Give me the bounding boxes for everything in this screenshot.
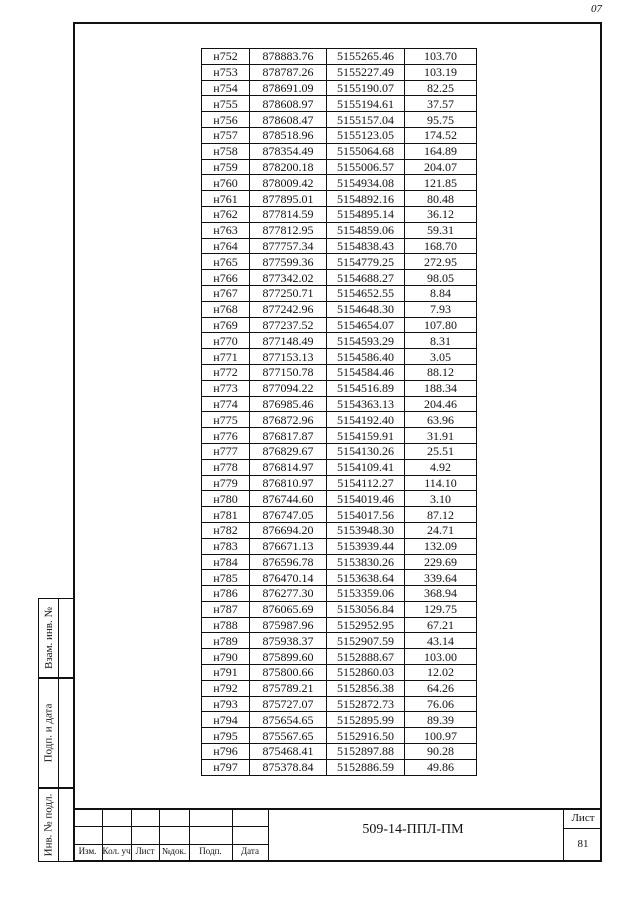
x-coordinate-cell: 875378.84 <box>250 759 327 775</box>
y-coordinate-cell: 5154654.07 <box>327 317 405 333</box>
y-coordinate-cell: 5152872.73 <box>327 696 405 712</box>
point-name-cell: н779 <box>202 475 250 491</box>
x-coordinate-cell: 877237.52 <box>250 317 327 333</box>
x-coordinate-cell: 877148.49 <box>250 333 327 349</box>
table-row <box>202 80 477 96</box>
x-coordinate-cell: 877150.78 <box>250 364 327 380</box>
y-coordinate-cell: 5154017.56 <box>327 507 405 523</box>
side-label-inv-podl: Инв. № подл. <box>42 793 55 857</box>
table-row <box>202 601 477 617</box>
y-coordinate-cell: 5154859.06 <box>327 222 405 238</box>
distance-cell: 188.34 <box>405 380 477 396</box>
header-list: Лист <box>135 846 155 856</box>
distance-cell: 98.05 <box>405 270 477 286</box>
table-row <box>202 459 477 475</box>
header-kol-uch: Кол. уч <box>102 846 131 856</box>
distance-cell: 114.10 <box>405 475 477 491</box>
header-ndok: №док. <box>161 846 187 856</box>
distance-cell: 132.09 <box>405 538 477 554</box>
x-coordinate-cell: 875987.96 <box>250 617 327 633</box>
header-izm: Изм. <box>78 846 97 856</box>
y-coordinate-cell: 5153939.44 <box>327 538 405 554</box>
point-name-cell: н781 <box>202 507 250 523</box>
y-coordinate-cell: 5154895.14 <box>327 206 405 222</box>
table-row <box>202 412 477 428</box>
table-row <box>202 744 477 760</box>
table-row <box>202 728 477 744</box>
x-coordinate-cell: 875938.37 <box>250 633 327 649</box>
y-coordinate-cell: 5153948.30 <box>327 522 405 538</box>
point-name-cell: н787 <box>202 601 250 617</box>
distance-cell: 37.57 <box>405 96 477 112</box>
y-coordinate-cell: 5153830.26 <box>327 554 405 570</box>
distance-cell: 204.07 <box>405 159 477 175</box>
x-coordinate-cell: 878518.96 <box>250 127 327 143</box>
point-name-cell: н778 <box>202 459 250 475</box>
table-row <box>202 538 477 554</box>
distance-cell: 89.39 <box>405 712 477 728</box>
distance-cell: 8.31 <box>405 333 477 349</box>
distance-cell: 129.75 <box>405 601 477 617</box>
distance-cell: 64.26 <box>405 680 477 696</box>
y-coordinate-cell: 5155064.68 <box>327 143 405 159</box>
point-name-cell: н762 <box>202 206 250 222</box>
y-coordinate-cell: 5152907.59 <box>327 633 405 649</box>
table-row <box>202 617 477 633</box>
point-name-cell: н785 <box>202 570 250 586</box>
table-row <box>202 317 477 333</box>
x-coordinate-cell: 878608.97 <box>250 96 327 112</box>
distance-cell: 82.25 <box>405 80 477 96</box>
distance-cell: 204.46 <box>405 396 477 412</box>
table-row <box>202 364 477 380</box>
y-coordinate-cell: 5155190.07 <box>327 80 405 96</box>
x-coordinate-cell: 877153.13 <box>250 349 327 365</box>
point-name-cell: н792 <box>202 680 250 696</box>
distance-cell: 103.19 <box>405 64 477 80</box>
x-coordinate-cell: 877599.36 <box>250 254 327 270</box>
table-row <box>202 206 477 222</box>
point-name-cell: н791 <box>202 665 250 681</box>
x-coordinate-cell: 875899.60 <box>250 649 327 665</box>
table-row <box>202 712 477 728</box>
point-name-cell: н754 <box>202 80 250 96</box>
x-coordinate-cell: 876065.69 <box>250 601 327 617</box>
y-coordinate-cell: 5154688.27 <box>327 270 405 286</box>
table-row <box>202 680 477 696</box>
x-coordinate-cell: 877094.22 <box>250 380 327 396</box>
y-coordinate-cell: 5152952.95 <box>327 617 405 633</box>
table-row <box>202 554 477 570</box>
x-coordinate-cell: 876596.78 <box>250 554 327 570</box>
distance-cell: 90.28 <box>405 744 477 760</box>
x-coordinate-cell: 877812.95 <box>250 222 327 238</box>
table-row <box>202 159 477 175</box>
x-coordinate-cell: 878883.76 <box>250 49 327 65</box>
side-label-podp-data: Подп. и дата <box>42 703 55 763</box>
point-name-cell: н789 <box>202 633 250 649</box>
y-coordinate-cell: 5152895.99 <box>327 712 405 728</box>
table-row <box>202 222 477 238</box>
distance-cell: 12.02 <box>405 665 477 681</box>
x-coordinate-cell: 875567.65 <box>250 728 327 744</box>
point-name-cell: н755 <box>202 96 250 112</box>
y-coordinate-cell: 5152856.38 <box>327 680 405 696</box>
side-field-inv-podl <box>38 788 73 862</box>
point-name-cell: н797 <box>202 759 250 775</box>
point-name-cell: н774 <box>202 396 250 412</box>
point-name-cell: н761 <box>202 191 250 207</box>
y-coordinate-cell: 5154159.91 <box>327 428 405 444</box>
distance-cell: 87.12 <box>405 507 477 523</box>
table-row <box>202 64 477 80</box>
distance-cell: 36.12 <box>405 206 477 222</box>
distance-cell: 7.93 <box>405 301 477 317</box>
point-name-cell: н757 <box>202 127 250 143</box>
point-name-cell: н760 <box>202 175 250 191</box>
y-coordinate-cell: 5154779.25 <box>327 254 405 270</box>
table-row <box>202 270 477 286</box>
x-coordinate-cell: 877895.01 <box>250 191 327 207</box>
table-row <box>202 649 477 665</box>
point-name-cell: н763 <box>202 222 250 238</box>
table-row <box>202 633 477 649</box>
title-block <box>73 808 602 862</box>
distance-cell: 103.00 <box>405 649 477 665</box>
distance-cell: 168.70 <box>405 238 477 254</box>
point-name-cell: н764 <box>202 238 250 254</box>
table-row <box>202 175 477 191</box>
side-label-inv-zam: Взам. инв. № <box>42 607 55 669</box>
x-coordinate-cell: 878009.42 <box>250 175 327 191</box>
x-coordinate-cell: 876744.60 <box>250 491 327 507</box>
x-coordinate-cell: 876277.30 <box>250 586 327 602</box>
point-name-cell: н788 <box>202 617 250 633</box>
point-name-cell: н769 <box>202 317 250 333</box>
distance-cell: 49.86 <box>405 759 477 775</box>
x-coordinate-cell: 876810.97 <box>250 475 327 491</box>
point-name-cell: н773 <box>202 380 250 396</box>
distance-cell: 3.05 <box>405 349 477 365</box>
distance-cell: 80.48 <box>405 191 477 207</box>
point-name-cell: н765 <box>202 254 250 270</box>
x-coordinate-cell: 876829.67 <box>250 443 327 459</box>
x-coordinate-cell: 877757.34 <box>250 238 327 254</box>
distance-cell: 3.10 <box>405 491 477 507</box>
distance-cell: 164.89 <box>405 143 477 159</box>
x-coordinate-cell: 876470.14 <box>250 570 327 586</box>
table-row <box>202 443 477 459</box>
point-name-cell: н795 <box>202 728 250 744</box>
y-coordinate-cell: 5152886.59 <box>327 759 405 775</box>
y-coordinate-cell: 5154192.40 <box>327 412 405 428</box>
y-coordinate-cell: 5154593.29 <box>327 333 405 349</box>
y-coordinate-cell: 5152860.03 <box>327 665 405 681</box>
distance-cell: 174.52 <box>405 127 477 143</box>
distance-cell: 25.51 <box>405 443 477 459</box>
header-data: Дата <box>241 846 259 856</box>
distance-cell: 31.91 <box>405 428 477 444</box>
distance-cell: 8.84 <box>405 285 477 301</box>
y-coordinate-cell: 5154516.89 <box>327 380 405 396</box>
y-coordinate-cell: 5154019.46 <box>327 491 405 507</box>
distance-cell: 76.06 <box>405 696 477 712</box>
table-row <box>202 333 477 349</box>
y-coordinate-cell: 5153359.06 <box>327 586 405 602</box>
table-row <box>202 301 477 317</box>
point-name-cell: н753 <box>202 64 250 80</box>
point-name-cell: н784 <box>202 554 250 570</box>
point-name-cell: н772 <box>202 364 250 380</box>
point-name-cell: н752 <box>202 49 250 65</box>
coordinates-table <box>201 48 477 776</box>
distance-cell: 4.92 <box>405 459 477 475</box>
y-coordinate-cell: 5154652.55 <box>327 285 405 301</box>
table-row <box>202 254 477 270</box>
table-row <box>202 665 477 681</box>
x-coordinate-cell: 878787.26 <box>250 64 327 80</box>
y-coordinate-cell: 5154130.26 <box>327 443 405 459</box>
y-coordinate-cell: 5152916.50 <box>327 728 405 744</box>
point-name-cell: н780 <box>202 491 250 507</box>
point-name-cell: н768 <box>202 301 250 317</box>
table-row <box>202 96 477 112</box>
distance-cell: 24.71 <box>405 522 477 538</box>
point-name-cell: н776 <box>202 428 250 444</box>
table-row <box>202 49 477 65</box>
x-coordinate-cell: 876985.46 <box>250 396 327 412</box>
y-coordinate-cell: 5152897.88 <box>327 744 405 760</box>
table-row <box>202 396 477 412</box>
table-row <box>202 127 477 143</box>
header-podp: Подп. <box>199 846 222 856</box>
table-row <box>202 380 477 396</box>
table-row <box>202 143 477 159</box>
x-coordinate-cell: 875654.65 <box>250 712 327 728</box>
table-row <box>202 507 477 523</box>
distance-cell: 63.96 <box>405 412 477 428</box>
table-row <box>202 475 477 491</box>
y-coordinate-cell: 5155227.49 <box>327 64 405 80</box>
distance-cell: 67.21 <box>405 617 477 633</box>
table-row <box>202 759 477 775</box>
distance-cell: 121.85 <box>405 175 477 191</box>
point-name-cell: н793 <box>202 696 250 712</box>
point-name-cell: н775 <box>202 412 250 428</box>
x-coordinate-cell: 876814.97 <box>250 459 327 475</box>
point-name-cell: н771 <box>202 349 250 365</box>
x-coordinate-cell: 877814.59 <box>250 206 327 222</box>
distance-cell: 103.70 <box>405 49 477 65</box>
y-coordinate-cell: 5154648.30 <box>327 301 405 317</box>
point-name-cell: н786 <box>202 586 250 602</box>
distance-cell: 107.80 <box>405 317 477 333</box>
y-coordinate-cell: 5154584.46 <box>327 364 405 380</box>
distance-cell: 368.94 <box>405 586 477 602</box>
x-coordinate-cell: 877242.96 <box>250 301 327 317</box>
point-name-cell: н790 <box>202 649 250 665</box>
side-field-inv-zam <box>38 598 73 678</box>
distance-cell: 95.75 <box>405 112 477 128</box>
corner-mark: 07 <box>591 3 602 15</box>
point-name-cell: н767 <box>202 285 250 301</box>
table-row <box>202 112 477 128</box>
side-field-podp-data <box>38 678 73 788</box>
y-coordinate-cell: 5155006.57 <box>327 159 405 175</box>
table-row <box>202 586 477 602</box>
x-coordinate-cell: 875789.21 <box>250 680 327 696</box>
table-row <box>202 522 477 538</box>
y-coordinate-cell: 5154363.13 <box>327 396 405 412</box>
x-coordinate-cell: 877250.71 <box>250 285 327 301</box>
y-coordinate-cell: 5154586.40 <box>327 349 405 365</box>
x-coordinate-cell: 875468.41 <box>250 744 327 760</box>
x-coordinate-cell: 875800.66 <box>250 665 327 681</box>
x-coordinate-cell: 876872.96 <box>250 412 327 428</box>
point-name-cell: н759 <box>202 159 250 175</box>
y-coordinate-cell: 5155123.05 <box>327 127 405 143</box>
document-code: 509-14-ППЛ-ПМ <box>362 822 464 837</box>
point-name-cell: н796 <box>202 744 250 760</box>
distance-cell: 43.14 <box>405 633 477 649</box>
x-coordinate-cell: 878354.49 <box>250 143 327 159</box>
x-coordinate-cell: 876694.20 <box>250 522 327 538</box>
sheet-number: 81 <box>577 838 589 850</box>
y-coordinate-cell: 5153638.64 <box>327 570 405 586</box>
y-coordinate-cell: 5154934.08 <box>327 175 405 191</box>
distance-cell: 59.31 <box>405 222 477 238</box>
x-coordinate-cell: 878200.18 <box>250 159 327 175</box>
table-row <box>202 349 477 365</box>
y-coordinate-cell: 5155157.04 <box>327 112 405 128</box>
distance-cell: 229.69 <box>405 554 477 570</box>
table-row <box>202 570 477 586</box>
y-coordinate-cell: 5154892.16 <box>327 191 405 207</box>
y-coordinate-cell: 5154109.41 <box>327 459 405 475</box>
point-name-cell: н758 <box>202 143 250 159</box>
y-coordinate-cell: 5154838.43 <box>327 238 405 254</box>
y-coordinate-cell: 5155265.46 <box>327 49 405 65</box>
x-coordinate-cell: 876817.87 <box>250 428 327 444</box>
sheet-label: Лист <box>571 812 595 824</box>
table-row <box>202 285 477 301</box>
x-coordinate-cell: 878608.47 <box>250 112 327 128</box>
point-name-cell: н777 <box>202 443 250 459</box>
table-row <box>202 696 477 712</box>
table-row <box>202 238 477 254</box>
y-coordinate-cell: 5155194.61 <box>327 96 405 112</box>
point-name-cell: н770 <box>202 333 250 349</box>
distance-cell: 272.95 <box>405 254 477 270</box>
x-coordinate-cell: 876671.13 <box>250 538 327 554</box>
y-coordinate-cell: 5153056.84 <box>327 601 405 617</box>
x-coordinate-cell: 877342.02 <box>250 270 327 286</box>
y-coordinate-cell: 5152888.67 <box>327 649 405 665</box>
point-name-cell: н756 <box>202 112 250 128</box>
x-coordinate-cell: 875727.07 <box>250 696 327 712</box>
distance-cell: 100.97 <box>405 728 477 744</box>
y-coordinate-cell: 5154112.27 <box>327 475 405 491</box>
x-coordinate-cell: 876747.05 <box>250 507 327 523</box>
table-row <box>202 191 477 207</box>
point-name-cell: н766 <box>202 270 250 286</box>
table-row <box>202 428 477 444</box>
distance-cell: 88.12 <box>405 364 477 380</box>
distance-cell: 339.64 <box>405 570 477 586</box>
point-name-cell: н782 <box>202 522 250 538</box>
table-row <box>202 491 477 507</box>
point-name-cell: н783 <box>202 538 250 554</box>
point-name-cell: н794 <box>202 712 250 728</box>
x-coordinate-cell: 878691.09 <box>250 80 327 96</box>
